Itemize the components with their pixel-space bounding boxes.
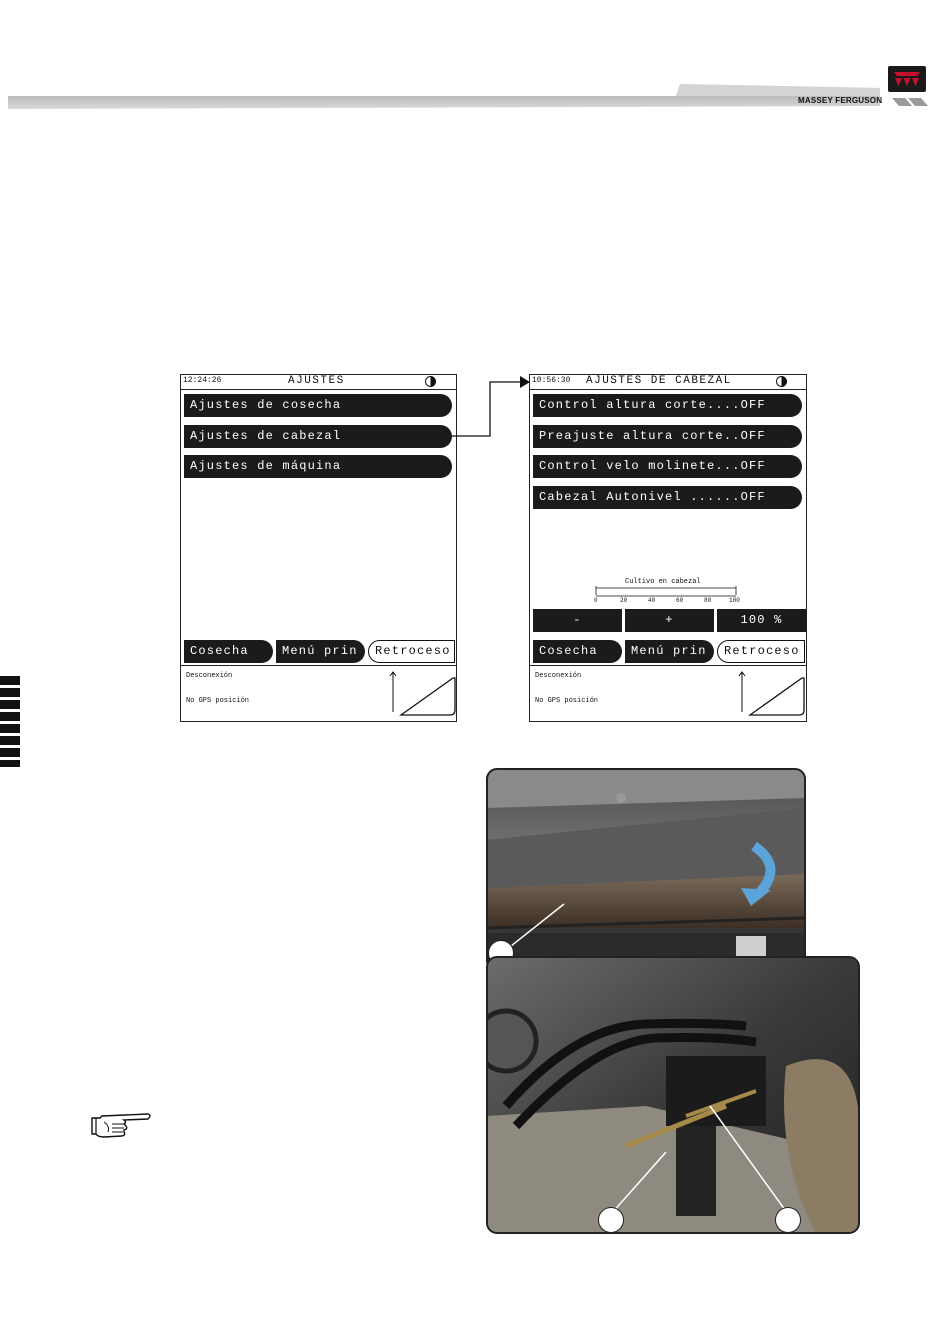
retroceso-button[interactable]: Retroceso (717, 640, 805, 663)
menu-principal-button[interactable]: Menú prin (276, 640, 365, 663)
retroceso-button[interactable]: Retroceso (368, 640, 455, 663)
arrow-right-icon (450, 374, 534, 440)
clock: 12:24:26 (183, 376, 222, 385)
header-auger-photo (486, 768, 806, 972)
header-banner (0, 60, 950, 120)
brand-name: MASSEY FERGUSON (798, 96, 883, 105)
slope-indicator-icon (387, 670, 457, 720)
gps-status: No GPS posición (535, 697, 599, 705)
decrease-button[interactable]: - (533, 609, 622, 632)
slope-indicator-icon (736, 670, 806, 720)
scale-tick: 60 (676, 597, 684, 604)
index-tab (0, 676, 20, 685)
pointing-hand-icon (90, 1108, 154, 1142)
menu-item-ajustes-cosecha[interactable]: Ajustes de cosecha (184, 394, 452, 417)
menu-item-ajustes-maquina[interactable]: Ajustes de máquina (184, 455, 452, 478)
scale-title: Cultivo en cabezal (625, 578, 701, 586)
massey-ferguson-logo-icon (888, 66, 926, 92)
status-footer (181, 665, 456, 721)
day-night-icon[interactable] (425, 376, 436, 387)
increase-button[interactable]: + (625, 609, 714, 632)
callout-marker (775, 1207, 801, 1233)
index-tab (0, 700, 20, 709)
status-footer (530, 665, 806, 721)
scale-tick: 20 (620, 597, 628, 604)
day-night-icon[interactable] (776, 376, 787, 387)
cosecha-button[interactable]: Cosecha (184, 640, 273, 663)
screen-title: AJUSTES (288, 375, 345, 387)
percent-value: 100 % (717, 609, 806, 632)
menu-item-preajuste-altura-corte[interactable]: Preajuste altura corte..OFF (533, 425, 802, 448)
callout-marker (598, 1207, 624, 1233)
index-tab (0, 688, 20, 697)
menu-item-control-altura-corte[interactable]: Control altura corte....OFF (533, 394, 802, 417)
scale-tick: 100 (729, 597, 740, 604)
crop-scale (594, 585, 739, 599)
index-tab (0, 724, 20, 733)
index-tab (0, 736, 20, 745)
menu-item-ajustes-cabezal[interactable]: Ajustes de cabezal (184, 425, 452, 448)
ajustes-cabezal-screen (529, 374, 807, 722)
ajustes-screen (180, 374, 457, 722)
menu-item-cabezal-autonivel[interactable]: Cabezal Autonivel ......OFF (533, 486, 802, 509)
screen-title: AJUSTES DE CABEZAL (586, 375, 732, 387)
header-hydraulic-photo (486, 956, 860, 1234)
connection-status: Desconexión (186, 672, 233, 680)
connection-status: Desconexión (535, 672, 582, 680)
clock: 10:56:30 (532, 376, 571, 385)
scale-tick: 0 (594, 597, 598, 604)
status-bar (181, 375, 456, 390)
index-tab (0, 748, 20, 757)
index-tab (0, 760, 20, 767)
menu-item-control-velo-molinete[interactable]: Control velo molinete...OFF (533, 455, 802, 478)
status-bar (530, 375, 806, 390)
menu-principal-button[interactable]: Menú prin (625, 640, 714, 663)
index-tab (0, 712, 20, 721)
cosecha-button[interactable]: Cosecha (533, 640, 622, 663)
scale-tick: 80 (704, 597, 712, 604)
scale-tick: 40 (648, 597, 656, 604)
gps-status: No GPS posición (186, 697, 250, 705)
